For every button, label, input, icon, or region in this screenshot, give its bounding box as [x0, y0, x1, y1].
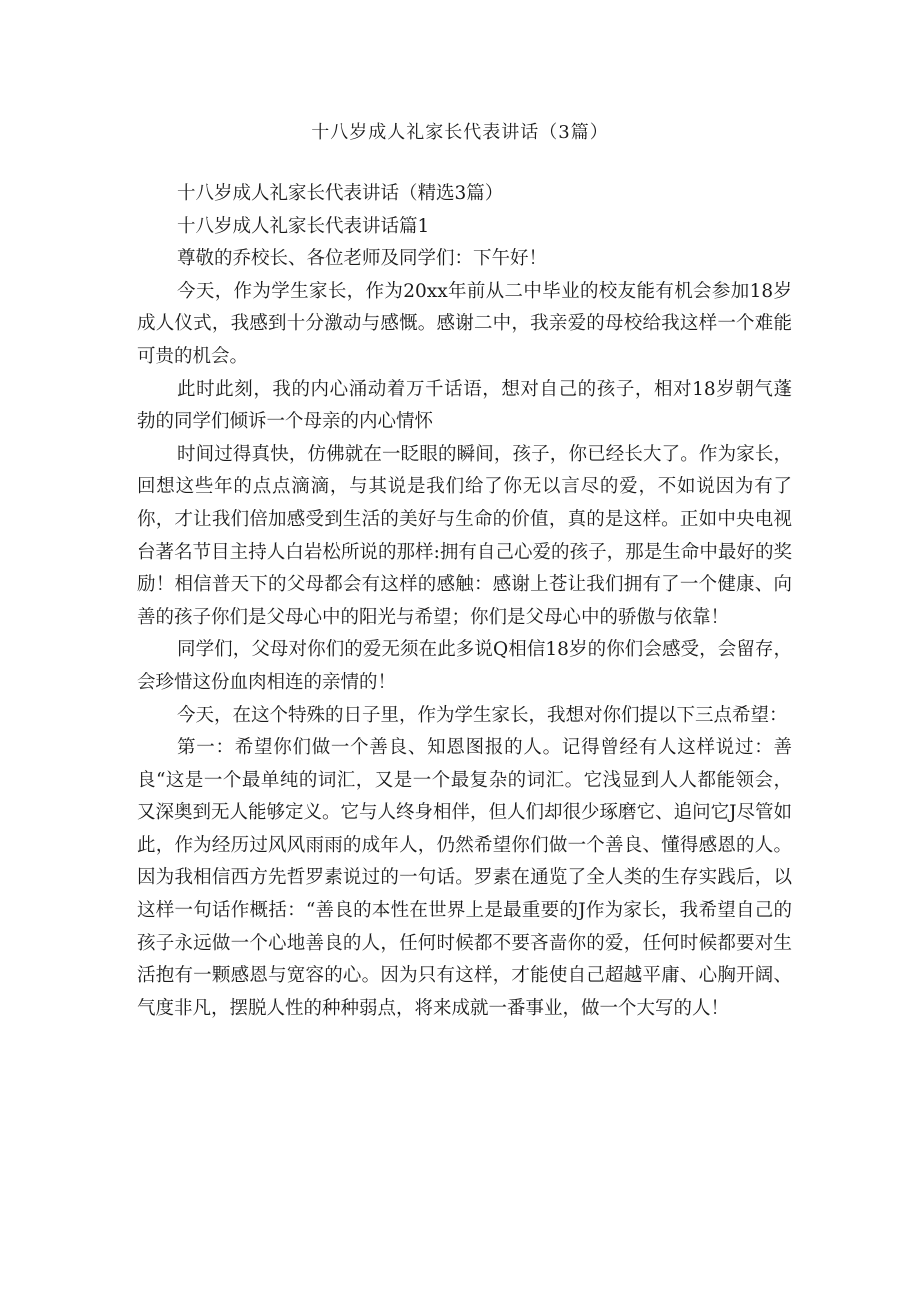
paragraph-greeting: 尊敬的乔校长、各位老师及同学们：下午好！ — [177, 248, 548, 270]
document-body — [137, 178, 792, 1025]
paragraph: 同学们，父母对你们的爱无须在此多说Q相信18岁的你们会感受，会留存，会珍惜这份血肉相连的亲情的！ — [137, 639, 792, 693]
paragraph-section-heading: 十八岁成人礼家长代表讲话篇1 — [177, 215, 430, 237]
paragraph-subtitle: 十八岁成人礼家长代表讲话（精选3篇） — [177, 183, 504, 204]
paragraph: 此时此刻，我的内心涌动着万千话语，想对自己的孩子，相对18岁朝气蓬勃的同学们倾诉一个母亲的内心情怀 — [137, 378, 792, 433]
paragraph: 时间过得真快，仿佛就在一眨眼的瞬间，孩子，你已经长大了。作为家长，回想这些年的点点滴滴，与其说是我们给了你无以言尽的爱，不如说因为有了你，才让我们倍加感受到生活的美好与生命的价值，真的是这样。正如中央电视台著名节目主持人白岩松所说的那样:拥有自己心爱的孩子，那是生命中最好的奖励！相信普天下的父母都会有这样的感触：感谢上苍让我们拥有了一个健康、向善的孩子你们是父母心中的阳光与希望；你们是父母心中的骄傲与依靠！ — [137, 443, 792, 628]
document-title: 十八岁成人礼家长代表讲话（3篇） — [311, 122, 609, 143]
paragraph: 今天，作为学生家长，作为20xx年前从二中毕业的校友能有机会参加18岁成人仪式，我感到十分激动与感慨。感谢二中，我亲爱的母校给我这样一个难能可贵的机会。 — [137, 280, 792, 367]
paragraph: 今天，在这个特殊的日子里，作为学生家长，我想对你们提以下三点希望： — [177, 704, 788, 726]
paragraph: 第一：希望你们做一个善良、知恩图报的人。记得曾经有人这样说过：善良“这是一个最单纯的词汇，又是一个最复杂的词汇。它浅显到人人都能领会，又深奥到无人能够定义。它与人终身相伴，但人们却很少琢磨它、追问它J尽管如此，作为经历过风风雨雨的成年人，仍然希望你们做一个善良、懂得感恩的人。因为我相信西方先哲罗素说过的一句话。罗素在通览了全人类的生存实践后，以这样一句话作概括：“善良的本性在世界上是最重要的J作为家长，我希望自己的孩子永远做一个心地善良的人，任何时候都不要吝啬你的爱，任何时候都要对生活抱有一颗感恩与宽容的心。因为只有这样，才能使自己超越平庸、心胸开阔、气度非凡，摆脱人性的种种弱点，将来成就一番事业，做一个大写的人！ — [137, 737, 792, 1019]
